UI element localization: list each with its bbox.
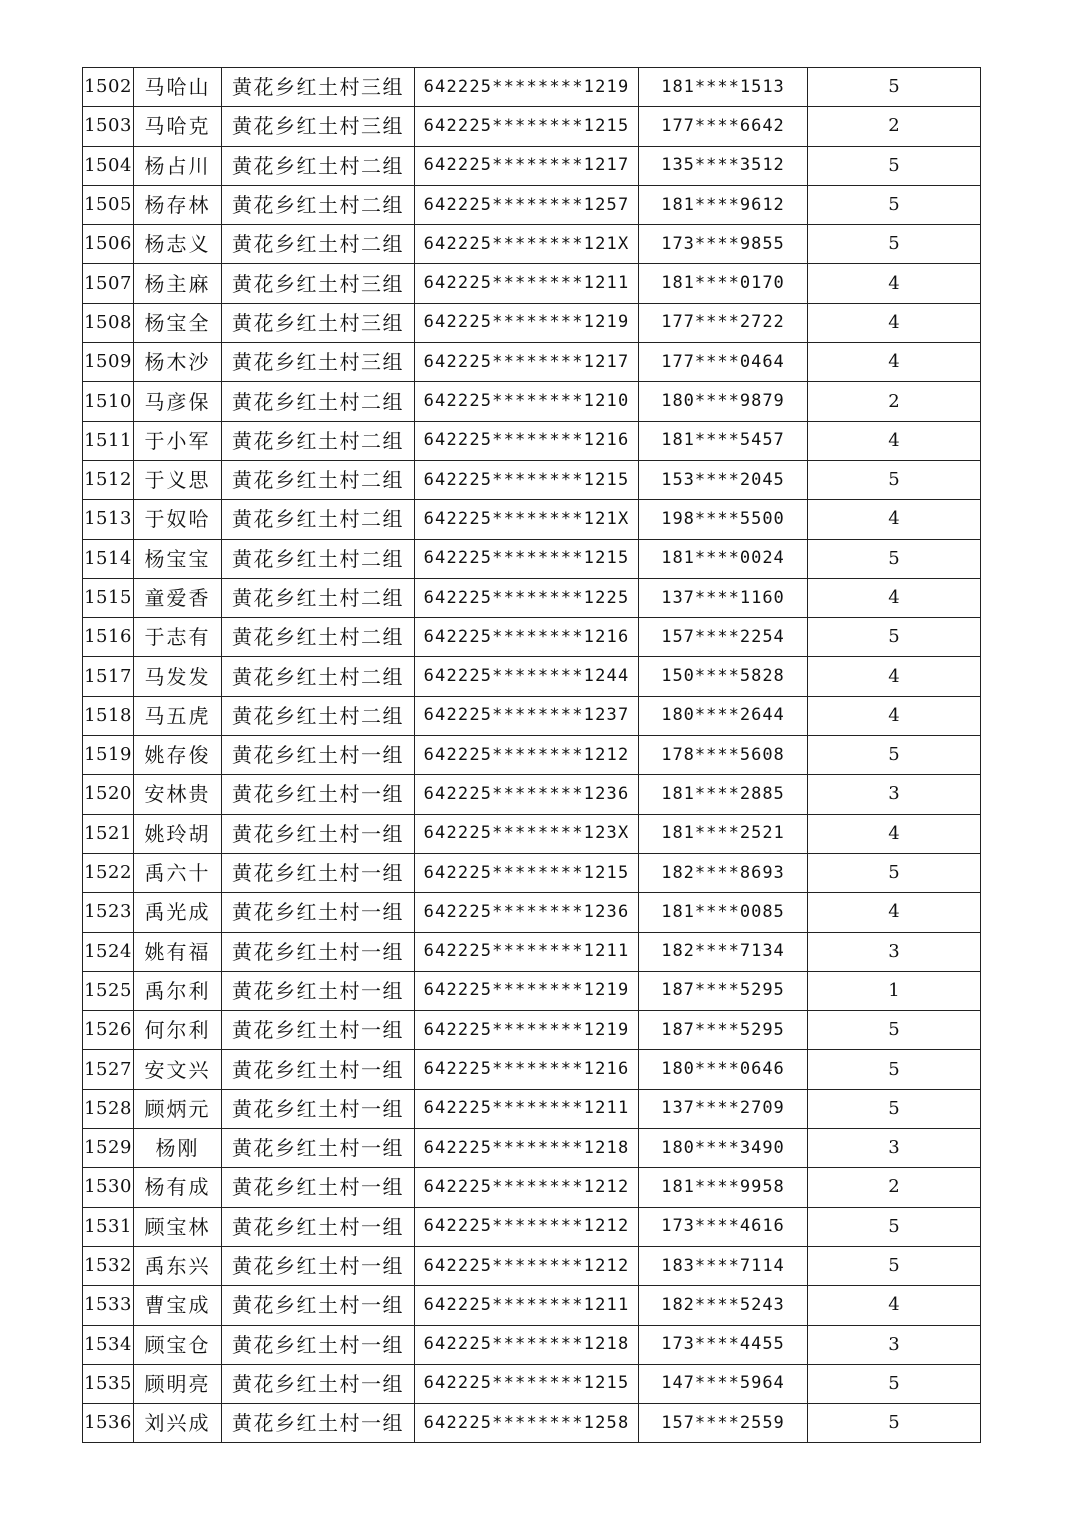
row-number-cell: 1505 — [83, 185, 134, 224]
table-row — [83, 932, 981, 971]
phone-cell: 181****0085 — [639, 893, 808, 932]
row-number-cell: 1533 — [83, 1286, 134, 1325]
id-number-cell: 642225********1236 — [415, 893, 639, 932]
row-number-cell: 1516 — [83, 618, 134, 657]
phone-cell: 187****5295 — [639, 971, 808, 1010]
address-cell: 黄花乡红土村二组 — [222, 696, 415, 735]
count-cell: 4 — [808, 303, 981, 342]
table-row — [83, 1364, 981, 1403]
name-cell: 于小军 — [134, 421, 222, 460]
id-number-cell: 642225********1236 — [415, 775, 639, 814]
table-row — [83, 1286, 981, 1325]
name-cell: 姚玲胡 — [134, 814, 222, 853]
count-cell: 5 — [808, 539, 981, 578]
id-number-cell: 642225********1217 — [415, 343, 639, 382]
address-cell: 黄花乡红土村三组 — [222, 343, 415, 382]
name-cell: 禹光成 — [134, 893, 222, 932]
id-number-cell: 642225********1210 — [415, 382, 639, 421]
address-cell: 黄花乡红土村二组 — [222, 618, 415, 657]
id-number-cell: 642225********1258 — [415, 1404, 639, 1443]
row-number-cell: 1532 — [83, 1246, 134, 1285]
phone-cell: 181****2885 — [639, 775, 808, 814]
name-cell: 曹宝成 — [134, 1286, 222, 1325]
name-cell: 杨占川 — [134, 146, 222, 185]
address-cell: 黄花乡红土村一组 — [222, 1207, 415, 1246]
id-number-cell: 642225********1218 — [415, 1129, 639, 1168]
row-number-cell: 1522 — [83, 853, 134, 892]
name-cell: 杨宝全 — [134, 303, 222, 342]
table-row — [83, 382, 981, 421]
count-cell: 4 — [808, 421, 981, 460]
row-number-cell: 1528 — [83, 1089, 134, 1128]
name-cell: 马彦保 — [134, 382, 222, 421]
name-cell: 于志有 — [134, 618, 222, 657]
name-cell: 安林贵 — [134, 775, 222, 814]
phone-cell: 135****3512 — [639, 146, 808, 185]
id-number-cell: 642225********1212 — [415, 1168, 639, 1207]
name-cell: 杨存林 — [134, 185, 222, 224]
address-cell: 黄花乡红土村一组 — [222, 1404, 415, 1443]
row-number-cell: 1531 — [83, 1207, 134, 1246]
table-row — [83, 1011, 981, 1050]
phone-cell: 182****7134 — [639, 932, 808, 971]
table-row — [83, 1404, 981, 1443]
id-number-cell: 642225********1211 — [415, 1089, 639, 1128]
id-number-cell: 642225********1212 — [415, 1246, 639, 1285]
phone-cell: 181****2521 — [639, 814, 808, 853]
count-cell: 4 — [808, 578, 981, 617]
id-number-cell: 642225********1257 — [415, 185, 639, 224]
phone-cell: 147****5964 — [639, 1364, 808, 1403]
table-row — [83, 68, 981, 107]
id-number-cell: 642225********1218 — [415, 1325, 639, 1364]
row-number-cell: 1510 — [83, 382, 134, 421]
address-cell: 黄花乡红土村一组 — [222, 814, 415, 853]
count-cell: 1 — [808, 971, 981, 1010]
name-cell: 顾宝林 — [134, 1207, 222, 1246]
address-cell: 黄花乡红土村一组 — [222, 853, 415, 892]
id-number-cell: 642225********1211 — [415, 932, 639, 971]
phone-cell: 181****9958 — [639, 1168, 808, 1207]
name-cell: 刘兴成 — [134, 1404, 222, 1443]
id-number-cell: 642225********1211 — [415, 1286, 639, 1325]
roster-table — [82, 67, 981, 1443]
row-number-cell: 1520 — [83, 775, 134, 814]
table-row — [83, 225, 981, 264]
id-number-cell: 642225********1244 — [415, 657, 639, 696]
row-number-cell: 1503 — [83, 107, 134, 146]
name-cell: 杨刚 — [134, 1129, 222, 1168]
address-cell: 黄花乡红土村二组 — [222, 657, 415, 696]
name-cell: 顾明亮 — [134, 1364, 222, 1403]
phone-cell: 150****5828 — [639, 657, 808, 696]
row-number-cell: 1535 — [83, 1364, 134, 1403]
count-cell: 5 — [808, 1207, 981, 1246]
table-row — [83, 264, 981, 303]
name-cell: 杨志义 — [134, 225, 222, 264]
address-cell: 黄花乡红土村二组 — [222, 421, 415, 460]
name-cell: 杨宝宝 — [134, 539, 222, 578]
table-row — [83, 657, 981, 696]
phone-cell: 137****2709 — [639, 1089, 808, 1128]
count-cell: 4 — [808, 500, 981, 539]
address-cell: 黄花乡红土村三组 — [222, 264, 415, 303]
address-cell: 黄花乡红土村二组 — [222, 382, 415, 421]
address-cell: 黄花乡红土村一组 — [222, 1286, 415, 1325]
address-cell: 黄花乡红土村一组 — [222, 893, 415, 932]
phone-cell: 177****6642 — [639, 107, 808, 146]
id-number-cell: 642225********1215 — [415, 853, 639, 892]
name-cell: 马哈山 — [134, 68, 222, 107]
row-number-cell: 1509 — [83, 343, 134, 382]
table-row — [83, 736, 981, 775]
row-number-cell: 1527 — [83, 1050, 134, 1089]
name-cell: 马发发 — [134, 657, 222, 696]
id-number-cell: 642225********1211 — [415, 264, 639, 303]
phone-cell: 198****5500 — [639, 500, 808, 539]
row-number-cell: 1512 — [83, 460, 134, 499]
phone-cell: 153****2045 — [639, 460, 808, 499]
count-cell: 3 — [808, 775, 981, 814]
id-number-cell: 642225********1212 — [415, 736, 639, 775]
phone-cell: 181****0170 — [639, 264, 808, 303]
address-cell: 黄花乡红土村二组 — [222, 185, 415, 224]
address-cell: 黄花乡红土村一组 — [222, 1089, 415, 1128]
table-row — [83, 1168, 981, 1207]
row-number-cell: 1514 — [83, 539, 134, 578]
address-cell: 黄花乡红土村一组 — [222, 1129, 415, 1168]
address-cell: 黄花乡红土村一组 — [222, 1325, 415, 1364]
address-cell: 黄花乡红土村三组 — [222, 68, 415, 107]
row-number-cell: 1536 — [83, 1404, 134, 1443]
row-number-cell: 1526 — [83, 1011, 134, 1050]
phone-cell: 180****0646 — [639, 1050, 808, 1089]
table-row — [83, 107, 981, 146]
table-row — [83, 775, 981, 814]
name-cell: 马哈克 — [134, 107, 222, 146]
table-row — [83, 1207, 981, 1246]
address-cell: 黄花乡红土村一组 — [222, 775, 415, 814]
table-row — [83, 971, 981, 1010]
row-number-cell: 1508 — [83, 303, 134, 342]
count-cell: 5 — [808, 853, 981, 892]
row-number-cell: 1525 — [83, 971, 134, 1010]
count-cell: 5 — [808, 225, 981, 264]
name-cell: 何尔利 — [134, 1011, 222, 1050]
count-cell: 5 — [808, 1050, 981, 1089]
row-number-cell: 1507 — [83, 264, 134, 303]
phone-cell: 177****2722 — [639, 303, 808, 342]
count-cell: 4 — [808, 696, 981, 735]
id-number-cell: 642225********121X — [415, 225, 639, 264]
table-row — [83, 185, 981, 224]
id-number-cell: 642225********1219 — [415, 1011, 639, 1050]
phone-cell: 178****5608 — [639, 736, 808, 775]
count-cell: 2 — [808, 1168, 981, 1207]
id-number-cell: 642225********123X — [415, 814, 639, 853]
id-number-cell: 642225********1215 — [415, 539, 639, 578]
phone-cell: 137****1160 — [639, 578, 808, 617]
phone-cell: 182****8693 — [639, 853, 808, 892]
phone-cell: 157****2559 — [639, 1404, 808, 1443]
table-row — [83, 500, 981, 539]
row-number-cell: 1515 — [83, 578, 134, 617]
phone-cell: 180****2644 — [639, 696, 808, 735]
phone-cell: 183****7114 — [639, 1246, 808, 1285]
name-cell: 杨有成 — [134, 1168, 222, 1207]
row-number-cell: 1513 — [83, 500, 134, 539]
name-cell: 童爱香 — [134, 578, 222, 617]
count-cell: 3 — [808, 932, 981, 971]
phone-cell: 173****4616 — [639, 1207, 808, 1246]
row-number-cell: 1518 — [83, 696, 134, 735]
table-row — [83, 893, 981, 932]
table-row — [83, 539, 981, 578]
phone-cell: 181****1513 — [639, 68, 808, 107]
address-cell: 黄花乡红土村一组 — [222, 1246, 415, 1285]
id-number-cell: 642225********1225 — [415, 578, 639, 617]
address-cell: 黄花乡红土村三组 — [222, 303, 415, 342]
count-cell: 5 — [808, 1246, 981, 1285]
phone-cell: 181****0024 — [639, 539, 808, 578]
row-number-cell: 1530 — [83, 1168, 134, 1207]
name-cell: 顾宝仓 — [134, 1325, 222, 1364]
count-cell: 4 — [808, 1286, 981, 1325]
id-number-cell: 642225********1237 — [415, 696, 639, 735]
count-cell: 5 — [808, 1404, 981, 1443]
row-number-cell: 1523 — [83, 893, 134, 932]
name-cell: 安文兴 — [134, 1050, 222, 1089]
phone-cell: 187****5295 — [639, 1011, 808, 1050]
phone-cell: 173****9855 — [639, 225, 808, 264]
table-row — [83, 303, 981, 342]
address-cell: 黄花乡红土村一组 — [222, 1011, 415, 1050]
address-cell: 黄花乡红土村二组 — [222, 146, 415, 185]
table-row — [83, 460, 981, 499]
count-cell: 5 — [808, 736, 981, 775]
count-cell: 2 — [808, 107, 981, 146]
id-number-cell: 642225********1219 — [415, 303, 639, 342]
row-number-cell: 1502 — [83, 68, 134, 107]
phone-cell: 181****9612 — [639, 185, 808, 224]
row-number-cell: 1534 — [83, 1325, 134, 1364]
address-cell: 黄花乡红土村三组 — [222, 107, 415, 146]
row-number-cell: 1524 — [83, 932, 134, 971]
address-cell: 黄花乡红土村二组 — [222, 539, 415, 578]
address-cell: 黄花乡红土村一组 — [222, 932, 415, 971]
count-cell: 4 — [808, 343, 981, 382]
address-cell: 黄花乡红土村一组 — [222, 736, 415, 775]
name-cell: 杨木沙 — [134, 343, 222, 382]
count-cell: 5 — [808, 68, 981, 107]
count-cell: 5 — [808, 1011, 981, 1050]
table-row — [83, 853, 981, 892]
id-number-cell: 642225********1215 — [415, 460, 639, 499]
id-number-cell: 642225********1215 — [415, 107, 639, 146]
phone-cell: 180****3490 — [639, 1129, 808, 1168]
name-cell: 姚有福 — [134, 932, 222, 971]
id-number-cell: 642225********1219 — [415, 68, 639, 107]
address-cell: 黄花乡红土村二组 — [222, 225, 415, 264]
id-number-cell: 642225********1219 — [415, 971, 639, 1010]
id-number-cell: 642225********1212 — [415, 1207, 639, 1246]
phone-cell: 181****5457 — [639, 421, 808, 460]
address-cell: 黄花乡红土村一组 — [222, 1050, 415, 1089]
name-cell: 顾炳元 — [134, 1089, 222, 1128]
count-cell: 5 — [808, 1089, 981, 1128]
id-number-cell: 642225********1216 — [415, 1050, 639, 1089]
row-number-cell: 1504 — [83, 146, 134, 185]
table-row — [83, 1050, 981, 1089]
count-cell: 5 — [808, 146, 981, 185]
address-cell: 黄花乡红土村一组 — [222, 1168, 415, 1207]
name-cell: 禹东兴 — [134, 1246, 222, 1285]
table-row — [83, 1325, 981, 1364]
count-cell: 4 — [808, 893, 981, 932]
count-cell: 4 — [808, 814, 981, 853]
count-cell: 3 — [808, 1325, 981, 1364]
phone-cell: 180****9879 — [639, 382, 808, 421]
row-number-cell: 1519 — [83, 736, 134, 775]
id-number-cell: 642225********1215 — [415, 1364, 639, 1403]
row-number-cell: 1529 — [83, 1129, 134, 1168]
table-row — [83, 343, 981, 382]
row-number-cell: 1511 — [83, 421, 134, 460]
document-page — [82, 67, 980, 1443]
name-cell: 杨主麻 — [134, 264, 222, 303]
count-cell: 4 — [808, 657, 981, 696]
id-number-cell: 642225********1217 — [415, 146, 639, 185]
address-cell: 黄花乡红土村二组 — [222, 578, 415, 617]
id-number-cell: 642225********121X — [415, 500, 639, 539]
phone-cell: 173****4455 — [639, 1325, 808, 1364]
address-cell: 黄花乡红土村一组 — [222, 1364, 415, 1403]
name-cell: 禹尔利 — [134, 971, 222, 1010]
table-row — [83, 1246, 981, 1285]
name-cell: 于奴哈 — [134, 500, 222, 539]
row-number-cell: 1517 — [83, 657, 134, 696]
table-row — [83, 696, 981, 735]
address-cell: 黄花乡红土村二组 — [222, 500, 415, 539]
phone-cell: 157****2254 — [639, 618, 808, 657]
id-number-cell: 642225********1216 — [415, 618, 639, 657]
count-cell: 5 — [808, 460, 981, 499]
name-cell: 禹六十 — [134, 853, 222, 892]
table-row — [83, 1129, 981, 1168]
phone-cell: 182****5243 — [639, 1286, 808, 1325]
count-cell: 5 — [808, 1364, 981, 1403]
table-row — [83, 618, 981, 657]
table-row — [83, 421, 981, 460]
row-number-cell: 1521 — [83, 814, 134, 853]
name-cell: 于义思 — [134, 460, 222, 499]
roster-table-body — [83, 68, 981, 1443]
count-cell: 2 — [808, 382, 981, 421]
count-cell: 4 — [808, 264, 981, 303]
count-cell: 3 — [808, 1129, 981, 1168]
address-cell: 黄花乡红土村二组 — [222, 460, 415, 499]
name-cell: 姚存俊 — [134, 736, 222, 775]
address-cell: 黄花乡红土村一组 — [222, 971, 415, 1010]
row-number-cell: 1506 — [83, 225, 134, 264]
id-number-cell: 642225********1216 — [415, 421, 639, 460]
table-row — [83, 578, 981, 617]
count-cell: 5 — [808, 185, 981, 224]
phone-cell: 177****0464 — [639, 343, 808, 382]
table-row — [83, 146, 981, 185]
count-cell: 5 — [808, 618, 981, 657]
table-row — [83, 1089, 981, 1128]
name-cell: 马五虎 — [134, 696, 222, 735]
table-row — [83, 814, 981, 853]
